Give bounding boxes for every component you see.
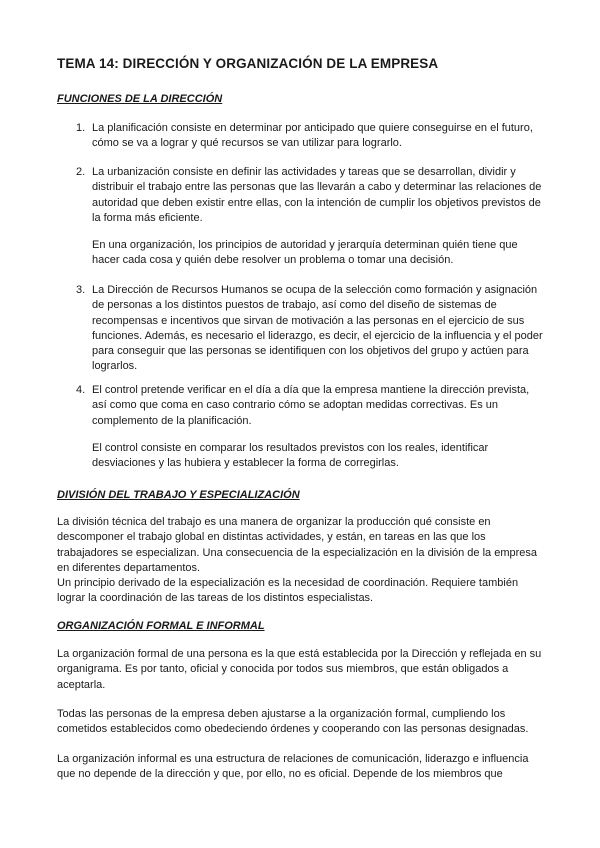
list-text: El control pretende verificar en el día a día que la empresa mantiene la dirección prevista, así como que coma en caso contrario cómo se adoptan medidas correctivas. Es un complemento de la planificación. xyxy=(92,384,530,427)
document-title: TEMA 14: DIRECCIÓN Y ORGANIZACIÓN DE LA EMPRESA xyxy=(57,56,439,71)
list-number: 1. xyxy=(76,122,86,134)
paragraph: La organización informal es una estructura de relaciones de comunicación, liderazgo e influencia que no depende de la dirección y que, por ello, no es oficial. Depende de los miembros que xyxy=(57,753,529,781)
list-text: La urbanización consiste en definir las actividades y tareas que se desarrollan, dividir y distribuir el trabajo entre las personas que las llevarán a cabo y determinar las relaciones de autoridad que deben existir entre ellas, con la intención de cumplir los objetivos previstos de la forma más eficiente. xyxy=(92,166,542,224)
list-number: 4. xyxy=(76,384,86,396)
list-number: 2. xyxy=(76,166,86,178)
list-number: 3. xyxy=(76,284,86,296)
paragraph: La organización formal de una persona es la que está establecida por la Dirección y reflejada en su organigrama. Es por tanto, oficial y conocida por todos sus miembros, que están obligados a aceptarla. xyxy=(57,648,542,691)
paragraph: Todas las personas de la empresa deben ajustarse a la organización formal, cumpliendo los cometidos establecidos como obedeciendo órdenes y cooperando con las personas designadas. xyxy=(57,708,529,736)
list-text: La Dirección de Recursos Humanos se ocupa de la selección como formación y asignación de personas a los distintos puestos de trabajo, así como del diseño de sistemas de recompensas e incentivos que sirvan de motivación a las personas en el ejercicio de sus funciones. Además, es necesario el liderazgo, es decir, el ejercicio de la influencia y el poder para conseguir que las personas se identifiquen con los objetivos del grupo y actúen para lograrlos. xyxy=(92,284,543,373)
section-heading-funciones: FUNCIONES DE LA DIRECCIÓN xyxy=(57,93,223,105)
list-text: La planificación consiste en determinar por anticipado que quiere conseguirse en el futuro, cómo se va a lograr y qué recursos se van utilizar para lograrlo. xyxy=(92,122,533,150)
paragraph: Un principio derivado de la especialización es la necesidad de coordinación. Requiere también lograr la coordinación de las tareas de los distintos especialistas. xyxy=(57,577,519,605)
section-heading-organizacion: ORGANIZACIÓN FORMAL E INFORMAL xyxy=(57,620,265,632)
paragraph: La división técnica del trabajo es una manera de organizar la producción qué consiste en descomponer el trabajo global en distintas actividades, y están, en tareas en las que los trabajadores se especializan. Una consecuencia de la especialización en la división de la empresa en diferentes departamentos. xyxy=(57,516,538,574)
section-heading-division: DIVISIÓN DEL TRABAJO Y ESPECIALIZACIÓN xyxy=(57,489,300,501)
list-item-4-extra: El control consiste en comparar los resultados previstos con los reales, identificar desviaciones y las hubiera y establecer la forma de corregirlas. xyxy=(92,442,489,470)
list-item-2-extra: En una organización, los principios de autoridad y jerarquía determinan quién tiene que hacer cada cosa y quién debe resolver un problema o tomar una decisión. xyxy=(92,239,518,267)
